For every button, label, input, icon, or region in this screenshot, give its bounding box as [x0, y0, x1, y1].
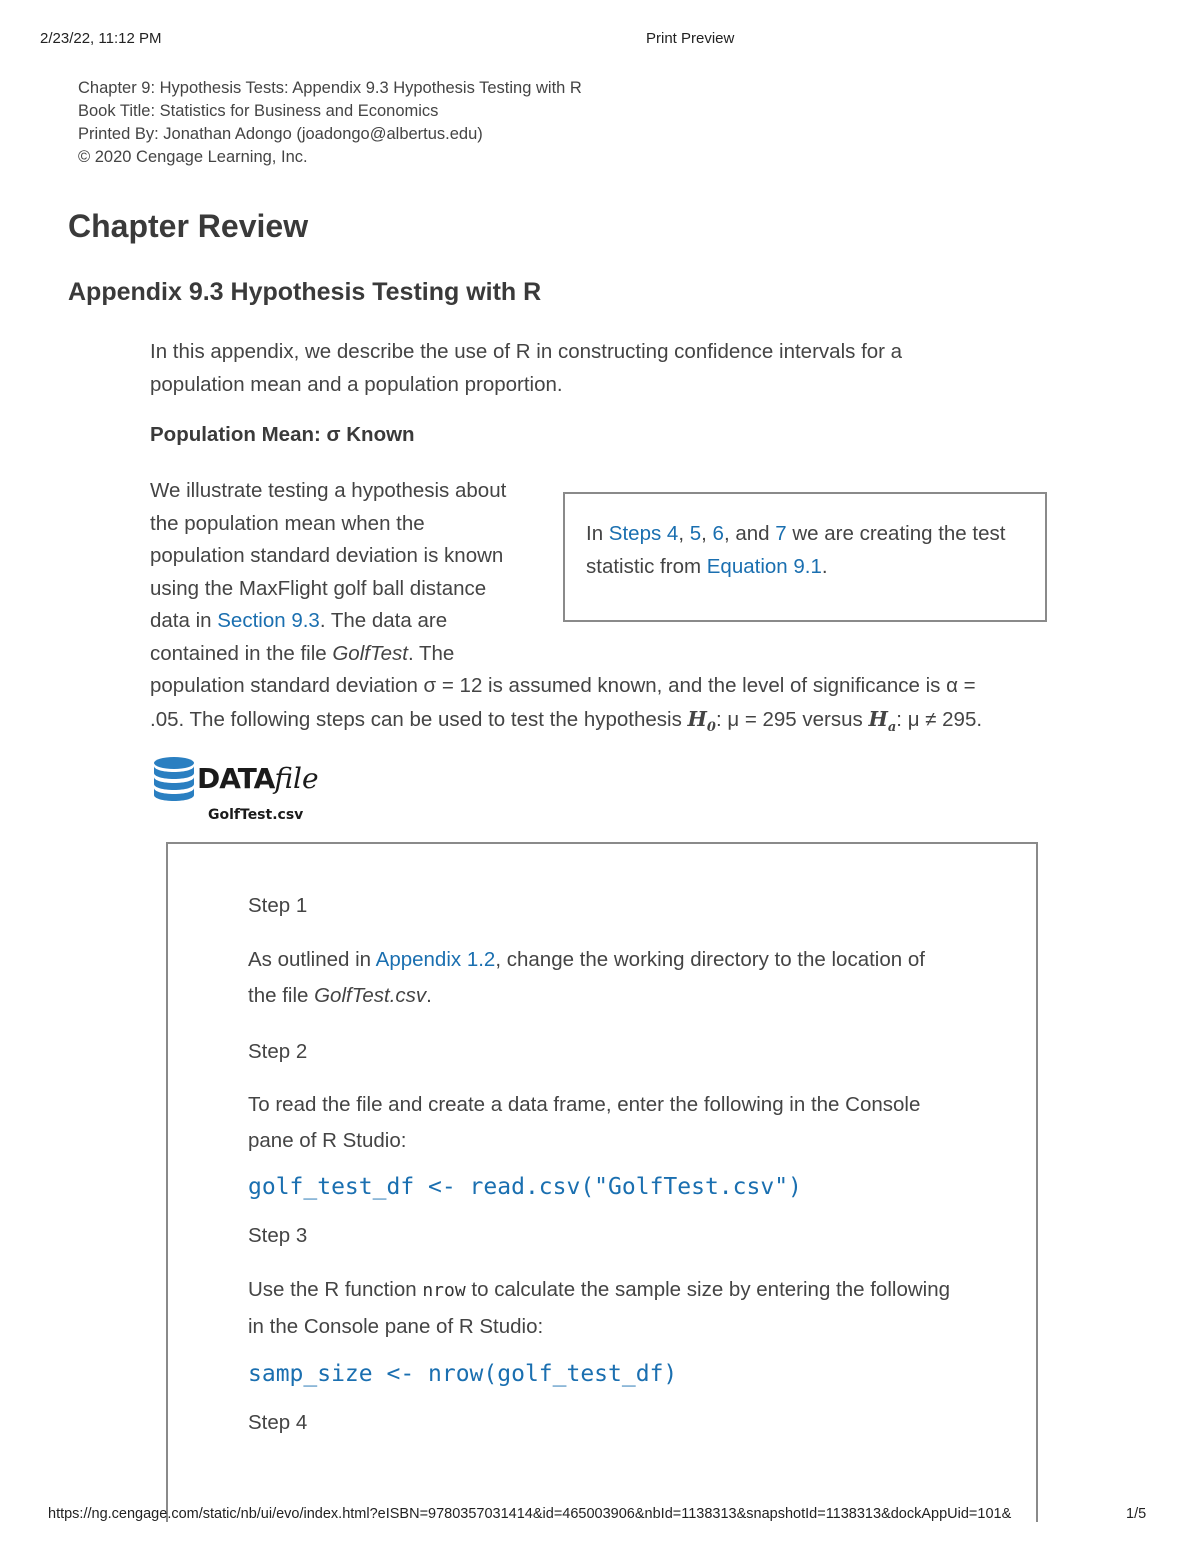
- body-paragraph: We illustrate testing a hypothesis about the population mean when the population standard deviation is known using the MaxFlight golf ball distance data in Section 9.3. The data are contained in the file GolfTest. The population standard deviation σ = 12 is assumed known, and the level of significance is α = .05. The following steps can be used to test the hypothesis $H_0$: μ = 295 versus $H_a$: μ ≠ 295.: [150, 479, 983, 735]
- population-mean-heading: Population Mean: σ Known: [150, 423, 415, 446]
- nrow-inline-code: nrow: [422, 1280, 466, 1301]
- printed-by-line: Printed By: Jonathan Adongo (joadongo@albertus.edu): [78, 125, 483, 143]
- h0-symbol: $H_0$: [687, 706, 716, 735]
- footer-url: https://ng.cengage.com/static/nb/ui/evo/index.html?eISBN=9780357031414&id=465003906&nbId=1138313&snapshotId=1138313&dockAppUid=101&: [48, 1506, 1012, 1522]
- book-title-line: Book Title: Statistics for Business and Economics: [78, 102, 439, 120]
- step-3-text: Use the R function nrow to calculate the sample size by entering the following in the Console pane of R Studio:: [248, 1278, 951, 1338]
- golftest-filename: GolfTest: [332, 641, 408, 665]
- datafile-badge: [152, 756, 322, 826]
- print-preview-title: Print Preview: [646, 30, 735, 47]
- step-6-link[interactable]: 6: [712, 522, 724, 545]
- margin-note-text: In Steps 4, 5, 6, and 7 we are creating the test statistic from Equation 9.1.: [586, 522, 1006, 578]
- step-7-link[interactable]: 7: [775, 522, 787, 545]
- database-icon: [152, 756, 196, 804]
- step-3-code: samp_size <- nrow(golf_test_df): [248, 1361, 678, 1387]
- step-2-text: To read the file and create a data frame, enter the following in the Console pane of R Studio:: [248, 1093, 921, 1152]
- equation-9-1-link[interactable]: Equation 9.1: [706, 554, 822, 578]
- step-5-link[interactable]: 5: [689, 522, 702, 545]
- chapter-line: Chapter 9: Hypothesis Tests: Appendix 9.3 Hypothesis Testing with R: [78, 79, 582, 97]
- step-2-code: golf_test_df <- read.csv("GolfTest.csv"): [248, 1174, 802, 1200]
- chapter-review-heading: Chapter Review: [68, 208, 309, 244]
- print-datetime: 2/23/22, 11:12 PM: [40, 30, 162, 47]
- datafile-label: DATAfile: [197, 762, 319, 795]
- step-1-text: As outlined in Appendix 1.2, change the working directory to the location of the file GolfTest.csv.: [248, 948, 925, 1007]
- step-1-title: Step 1: [248, 894, 308, 917]
- page-number: 1/5: [1126, 1506, 1147, 1522]
- appendix-1-2-link[interactable]: Appendix 1.2: [375, 948, 496, 971]
- step-4-title: Step 4: [248, 1411, 308, 1434]
- citation-block: [78, 77, 582, 169]
- ha-symbol: $H_a$: [868, 706, 897, 735]
- steps-4-link[interactable]: Steps 4: [608, 522, 679, 545]
- intro-paragraph: In this appendix, we describe the use of R in constructing confidence intervals for a population mean and a population proportion.: [150, 340, 903, 396]
- margin-note-box: [563, 492, 1047, 622]
- section-9-3-link[interactable]: Section 9.3: [217, 609, 320, 632]
- step-2-title: Step 2: [248, 1040, 308, 1063]
- datafile-filename: GolfTest.csv: [208, 807, 304, 823]
- appendix-heading: Appendix 9.3 Hypothesis Testing with R: [68, 278, 542, 306]
- copyright-line: © 2020 Cengage Learning, Inc.: [78, 148, 308, 166]
- step-3-title: Step 3: [248, 1224, 308, 1247]
